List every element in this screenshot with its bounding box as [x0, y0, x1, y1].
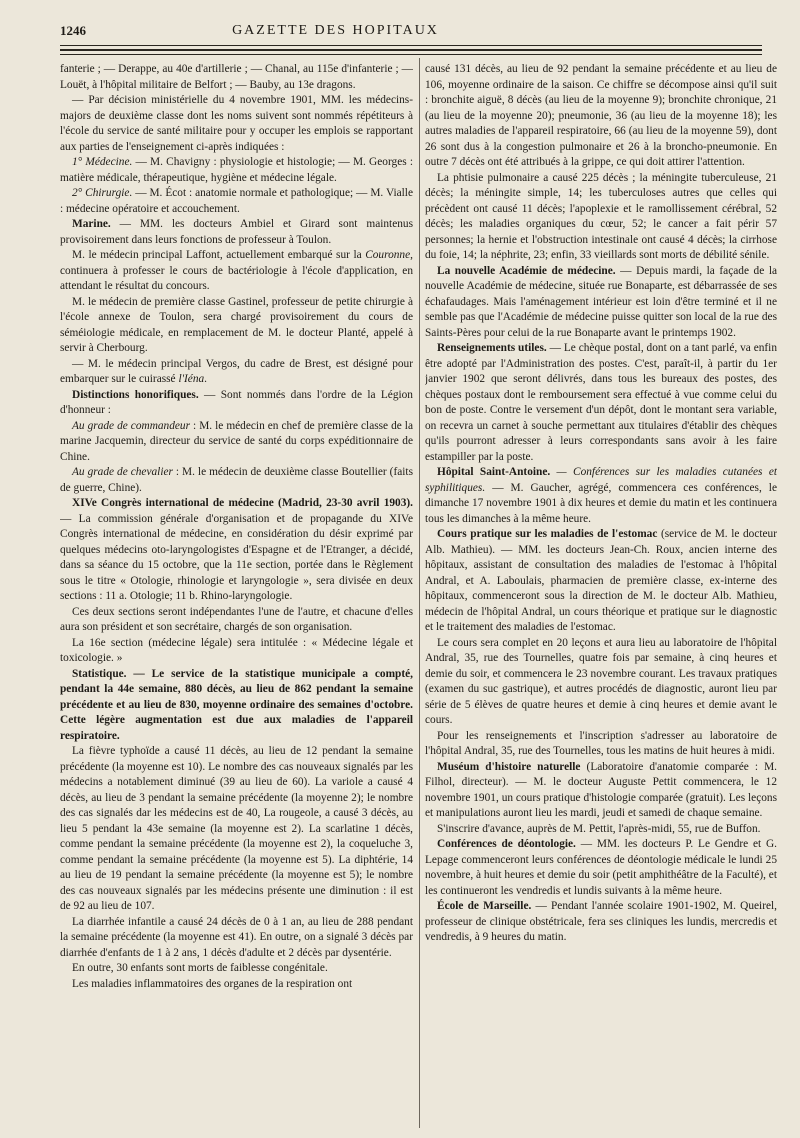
paragraph: La fièvre typhoïde a causé 11 décès, au lieu de 12 pendant la semaine précédente (la moyenne est 10). Le nombre des cas nouveaux signalés par les médecins a notablement diminué (39 au lieu de 60). La variole a causé 4 décès, au lieu de 3 pendant la semaine précédente (la moyenne 2); le nombre des cas signalés dar les médecins est de 40, La rougeole, a causé 3 décès, au lieu 5 pendant la 43e semaine (la moyenne est 2). La scarlatine 1 décès, comme pendant la semaine précédente (la moyenne est 2), la coqueluche 3, comme pendant la semaine précédente (la moyenne est 5). La diphtérie, 14 au lieu de 19 pendant la semaine précédente (la moyenne est 5); le nombre des cas nouveaux signalés par les médecins présente une diminution : il est de 92 au lieu de 107. [60, 745, 413, 912]
paragraph [60, 419, 413, 466]
paragraph [60, 496, 413, 605]
paragraph: La phtisie pulmonaire a causé 225 décès ; la méningite tuberculeuse, 21 décès; la méningite simple, 14; les tuberculoses autres que celles qui précèdent ont causé 11 décès; l'apoplexie et le ramollissement cérébral, 52 décès; les maladies organiques du cœur, 52; le cancer a fait périr 57 personnes; la hernie et l'obstruction intestinale ont causé 4 décès; la cirrhose du foie, 14; la néphrite, 23; enfin, 33 vieillards sont morts de débilité sénile. [425, 171, 777, 261]
section-heading: La nouvelle Académie de médecine. [437, 264, 616, 277]
paragraph [425, 264, 777, 342]
paragraph-text: — M. Chavigny : physiologie et histologie; — M. Georges : matière médicale, thérapeutique, hygiène et médecine légale. [60, 156, 413, 184]
section-heading: Marine. [72, 218, 111, 230]
paragraph: Ces deux sections seront indépendantes l'une de l'autre, et chacune d'elles aura son président et son secrétaire, chargés de son organisation. [60, 605, 413, 633]
paragraph-text: — Le chèque postal, dont on a tant parlé, va enfin être adopté par l'Administration des postes. C'est, paraît-il, à partir du 1er janvier 1902 que seront délivrés, dans tous les bureaux des postes, des chèques postaux dont le remboursement sera effectué à vue comme celui du bon de poste. Contre le versement d'un dépôt, dont le montant sera variable, on recevra un carnet à souche permettant aux titulaires d'établir des chèques qu'ils pourront adresser à leurs correspondants sans avoir à les faire estampiller par la poste. [425, 342, 777, 463]
column-divider [419, 58, 420, 1128]
paragraph [60, 465, 413, 496]
paragraph [60, 388, 413, 419]
left-column [60, 62, 413, 1132]
paragraph-text: — Depuis mardi, la façade de la nouvelle Académie de médecine, située rue Bonaparte, est débarrassée de ses échafaudages. Mais l'aménagement intérieur est loin d'être terminé et il ne semble pas que l'Académie de médecine puisse quitter son local de la rue des Saints-Pères pour celui de la rue Bonaparte avant le printemps 1902. [425, 264, 777, 339]
running-title: GAZETTE DES HOPITAUX [232, 23, 439, 38]
paragraph [425, 341, 777, 465]
paragraph-text: : M. le médecin de deuxième classe Boutellier (faits de guerre, Chine). [60, 466, 413, 494]
paragraph-text: — M. le médecin principal Vergos, du cadre de Brest, est désigné pour embarquer sur le cuirassé [60, 357, 413, 385]
right-column [425, 62, 777, 1132]
paragraph: Les maladies inflammatoires des organes de la respiration ont [72, 977, 353, 990]
paragraph-text: — Sont nommés dans l'ordre de la Légion d'honneur : [60, 388, 413, 416]
section-heading: Hôpital Saint-Antoine. [437, 466, 551, 478]
section-heading: Cours pratique sur les maladies de l'estomac [437, 528, 658, 540]
paragraph-text: M. le médecin principal Laffont, actuellement embarqué sur la [72, 249, 366, 261]
paragraph-text: (service de M. le docteur Alb. Mathieu). — MM. les docteurs Jean-Ch. Roux, ancien interne des hôpitaux, assistant de consultation des maladies de l'estomac à l'hôpital Andral, et A. Laboulais, pharmacien de première classe, ex-interne des hôpitaux, commenceront sous la direction de M. le docteur Alb. Mathieu, médecin de l'hôpital Andral, un cours théorique et pratique sur le diagnostic et le traitement des maladies de l'estomac. [425, 528, 777, 633]
paragraph: M. le médecin de première classe Gastinel, professeur de petite chirurgie à l'école annexe de Toulon, sera chargé provisoirement du cours de séméiologie médicale, en remplacement de M. le docteur Planté, appelé à servir à Cherbourg. [60, 295, 413, 354]
paragraph [425, 899, 777, 946]
paragraph-text: (Laboratoire d'anatomie comparée : M. Filhol, directeur). — M. le docteur Auguste Pettit commencera, le 12 novembre 1901, un cours pratique d'histologie comparée (gratuit). Les leçons et manipulations auront lieu les mardi, jeudi et samedi de chaque semaine. [425, 760, 777, 819]
page-number: 1246 [60, 23, 86, 38]
paragraph: La diarrhée infantile a causé 24 décès de 0 à 1 an, au lieu de 288 pendant la semaine précédente (la moyenne est 41). En outre, on a signalé 3 décès par diarrhée d'enfants de 1 à 2 ans, 1 décès d'adulte et 2 décès par dysentérie. [60, 915, 413, 959]
section-label: 2° Chirurgie. [72, 187, 133, 199]
header-rule-bottom [60, 54, 762, 55]
header-rule-thick [60, 49, 762, 51]
section-label: 1° Médecine. [72, 156, 133, 168]
paragraph: La 16e section (médecine légale) sera intitulée : « Médecine légale et toxicologie. » [60, 636, 413, 664]
paragraph [425, 527, 777, 636]
paragraph [60, 357, 413, 388]
section-label: Au grade de chevalier [72, 466, 173, 478]
paragraph: Pour les renseignements et l'inscription s'adresser au laboratoire de l'hôpital Andral, 35, rue des Tournelles, tous les matins de huit heures à midi. [425, 729, 777, 757]
paragraph-text: — La commission générale d'organisation et de propagande du XIVe Congrès international de médecine, en considération du désir exprimé par quelques médecins oto-laryngologistes d'Espagne et de l'Etranger, a décidé, dans sa séance du 15 octobre, que la 11e section, portée dans le Règlement sous le titre « Otologie, rhinologie et laryngologie », sera divisée en deux sections : 11 a. Otologie; 11 b. Rhino-laryngologie. [60, 512, 413, 602]
paragraph [60, 155, 413, 186]
section-heading: Muséum d'histoire naturelle [437, 760, 581, 773]
paragraph-text: . [204, 373, 208, 385]
course-title: — Conférences sur les maladies cutanées et syphilitiques. [425, 466, 777, 494]
paragraph: causé 131 décès, au lieu de 92 pendant la semaine précédente et au lieu de 106, moyenne ordinaire de la saison. Ce chiffre se décompose ainsi qu'il suit : bronchite aiguë, 8 décès (au lieu de la moyenne 9); bronchite chronique, 21 (au lieu de la moyenne 20); pneumonie, 36 (au lieu de la moyenne 18); les autres maladies de l'appareil respiratoire, 66 (au lieu de la moyenne 59), dont 26 sont dus à la congestion pulmonaire et 26 à la broncho-pneumonie. En outre 7 décès ont été attribués à la grippe, ce qui doit attirer l'attention. [425, 63, 777, 168]
paragraph [60, 248, 413, 295]
section-label: Au grade de commandeur [72, 419, 191, 432]
paragraph: S'inscrire d'avance, auprès de M. Pettit, l'après-midi, 55, rue de Buffon. [437, 822, 761, 835]
paragraph-text: — MM. les docteurs P. Le Gendre et G. Lepage commenceront leurs conférences de déontologie médicale le lundi 25 novembre, à huit heures et demie du soir (petit amphithéâtre de la Faculté), et les continueront les vendredis et lundis suivants à la même heure. [425, 838, 777, 897]
ship-name: Couronne [365, 249, 411, 261]
paragraph-text: — MM. les docteurs Ambiel et Girard sont maintenus provisoirement dans leurs fonctions de professeur à Toulon. [60, 218, 413, 246]
paragraph [60, 217, 413, 248]
header-rule [60, 45, 762, 46]
section-heading: Distinctions honorifiques. [72, 388, 199, 401]
section-heading: Renseignements utiles. [437, 342, 547, 354]
ship-name: l'Iéna [178, 373, 205, 385]
paragraph-text: — Pendant l'année scolaire 1901-1902, M. Queirel, professeur de clinique obstétricale, fera ses cliniques les lundis, mercredis et vendredis, à 9 heures du matin. [425, 900, 777, 943]
paragraph-text: — M. Écot : anatomie normale et pathologique; — M. Vialle : médecine opératoire et accouchement. [60, 187, 413, 215]
section-heading: Statistique. [72, 667, 127, 680]
paragraph-text: — M. Gaucher, agrégé, commencera ces conférences, le dimanche 17 novembre 1901 à dix heures et demie du matin et les continuera tous les dimanches à la même heure. [425, 481, 777, 525]
paragraph-text: , continuera à professer le cours de bactériologie à l'école d'application, en attendant le résultat du concours. [60, 249, 413, 292]
section-heading: Conférences de déontologie. [437, 838, 576, 850]
page-header [60, 20, 750, 42]
paragraph: Le cours sera complet en 20 leçons et aura lieu au laboratoire de l'hôpital Andral, 35, rue des Tournelles, quatre fois par semaine, à cinq heures et demie du soir, et commencera le 23 novembre courant. Les travaux pratiques (examen du suc gastrique), et autres procédés de diagnostic, auront lieu par série de 5 élèves de quatre heures et demie à cinq heures et demie avant le cours. [425, 636, 777, 726]
paragraph-text: : M. le médecin en chef de première classe de la marine Jacquemin, directeur du service de santé du corps expéditionnaire de Chine. [60, 419, 413, 463]
paragraph: En outre, 30 enfants sont morts de faiblesse congénitale. [72, 962, 328, 974]
paragraph [425, 465, 777, 527]
paragraph [60, 186, 413, 217]
paragraph: fanterie ; — Derappe, au 40e d'artillerie ; — Chanal, au 115e d'infanterie ; — Louët, à l'hôpital militaire de Belfort ; — Bauby, au 13e dragons. [60, 63, 413, 91]
paragraph [60, 667, 413, 745]
paragraph-text: — Le service de la statistique municipale a compté, pendant la 44e semaine, 880 décès, au lieu de 862 pendant la semaine précédente et au lieu de 830, moyenne ordinaire des semaines d'octobre. Cette légère augmentation est due aux maladies de l'appareil respiratoire. [60, 667, 413, 742]
paragraph [425, 760, 777, 822]
paragraph [425, 837, 777, 899]
section-heading: XIVe Congrès international de médecine (Madrid, 23-30 avril 1903). [72, 497, 413, 509]
section-heading: École de Marseille. [437, 900, 532, 912]
paragraph: — Par décision ministérielle du 4 novembre 1901, MM. les médecins-majors de deuxième classe dont les noms suivent sont nommés répétiteurs à l'école du service de santé militaire pour y occuper les emplois se rapportant aux parties de l'enseignement ci-après indiquées : [60, 94, 413, 153]
